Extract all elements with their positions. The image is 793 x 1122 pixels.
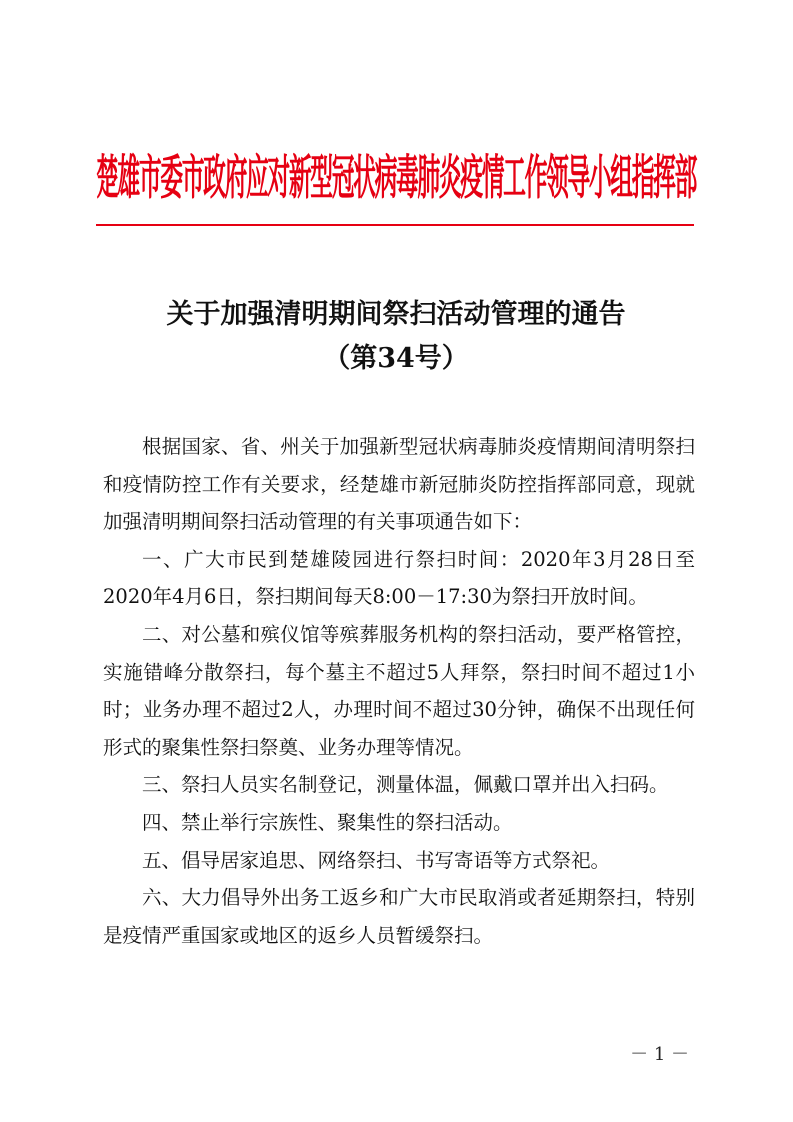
document-title: 关于加强清明期间祭扫活动管理的通告 bbox=[166, 299, 626, 330]
paragraph-intro: 根据国家、省、州关于加强新型冠状病毒肺炎疫情期间清明祭扫和疫情防控工作有关要求，经楚雄市新冠肺炎防控指挥部同意，现就加强清明期间祭扫活动管理的有关事项通告如下： bbox=[103, 435, 695, 534]
paragraph-item-5: 五、倡导居家追思、网络祭扫、书写寄语等方式祭祀。 bbox=[142, 848, 611, 872]
document-number: （第34号） bbox=[323, 343, 469, 374]
paragraph-item-2: 二、对公墓和殡仪馆等殡葬服务机构的祭扫活动，要严格管控，实施错峰分散祭扫，每个墓主不超过5人拜祭，祭扫时间不超过1小时；业务办理不超过2人，办理时间不超过30分钟，确保不出现任何形式的聚集性祭扫祭奠、业务办理等情况。 bbox=[103, 622, 695, 759]
paragraph-item-3: 三、祭扫人员实名制登记，测量体温，佩戴口罩并出入扫码。 bbox=[142, 773, 669, 797]
paragraph-item-1: 一、广大市民到楚雄陵园进行祭扫时间：2020年3月28日至2020年4月6日，祭扫期间每天8:00－17:30为祭扫开放时间。 bbox=[103, 547, 695, 609]
red-header-rule bbox=[96, 224, 694, 226]
document-body bbox=[103, 428, 695, 954]
issuing-authority-title: 楚雄市委市政府应对新型冠状病毒肺炎疫情工作领导小组指挥部 bbox=[96, 148, 696, 206]
issuing-authority-header bbox=[96, 134, 696, 214]
page-number: － 1 － bbox=[630, 1044, 689, 1065]
paragraph-item-6: 六、大力倡导外出务工返乡和广大市民取消或者延期祭扫，特别是疫情严重国家或地区的返乡人员暂缓祭扫。 bbox=[103, 886, 695, 947]
paragraph-item-4: 四、禁止举行宗族性、聚集性的祭扫活动。 bbox=[142, 810, 513, 834]
